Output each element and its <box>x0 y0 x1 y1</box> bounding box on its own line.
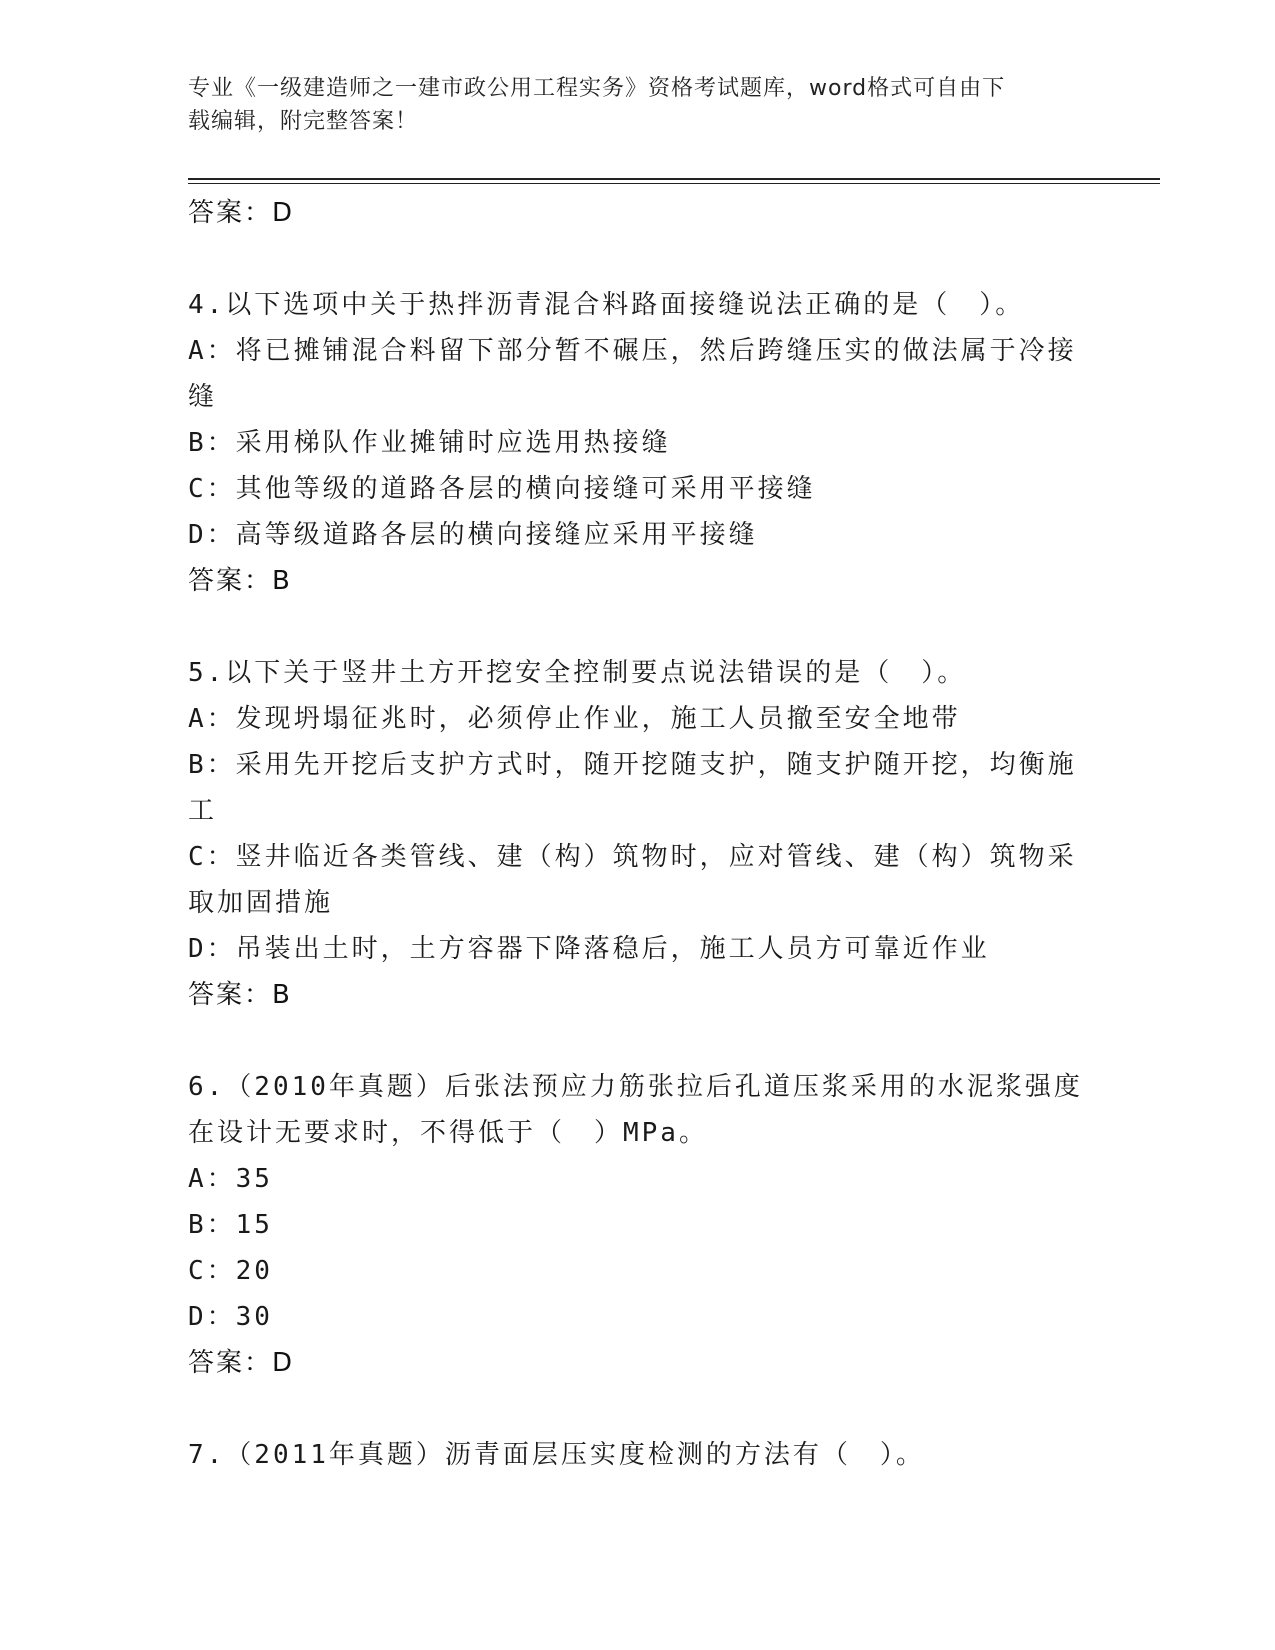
question-5-option-b-line-1: B：采用先开挖后支护方式时，随开挖随支护，随支护随开挖，均衡施 <box>188 750 1077 780</box>
question-5-option-c-line-2: 取加固措施 <box>188 888 334 918</box>
question-4-option-d: D：高等级道路各层的横向接缝应采用平接缝 <box>188 520 758 550</box>
answer-previous: 答案：D <box>188 198 295 228</box>
question-6-option-d: D：30 <box>188 1302 273 1332</box>
question-4-stem: 4.以下选项中关于热拌沥青混合料路面接缝说法正确的是（ ）。 <box>188 290 1025 320</box>
question-6-option-c: C：20 <box>188 1256 273 1286</box>
question-5 <box>188 650 1088 1018</box>
question-4-option-a-line-1: A：将已摊铺混合料留下部分暂不碾压，然后跨缝压实的做法属于冷接 <box>188 336 1077 366</box>
question-7-stem: 7.（2011年真题）沥青面层压实度检测的方法有（ ）。 <box>188 1440 925 1470</box>
header-line-2: 载编辑，附完整答案！ <box>188 109 419 134</box>
question-6 <box>188 1064 1088 1386</box>
question-5-option-a: A：发现坍塌征兆时，必须停止作业，施工人员撤至安全地带 <box>188 704 961 734</box>
question-5-stem: 5.以下关于竖井土方开挖安全控制要点说法错误的是（ ）。 <box>188 658 967 688</box>
question-5-option-d: D：吊装出土时，土方容器下降落稳后，施工人员方可靠近作业 <box>188 934 990 964</box>
question-5-option-b-line-2: 工 <box>188 796 218 826</box>
question-4-option-a-line-2: 缝 <box>188 382 218 412</box>
header-divider-thin <box>188 183 1160 184</box>
question-4 <box>188 282 1088 604</box>
question-5-answer: 答案：B <box>188 980 292 1010</box>
document-header <box>188 72 1068 138</box>
question-6-option-b: B：15 <box>188 1210 273 1240</box>
header-line-1: 专业《一级建造师之一建市政公用工程实务》资格考试题库，word格式可自由下 <box>188 76 1006 101</box>
question-6-stem-line-1: 6.（2010年真题）后张法预应力筋张拉后孔道压浆采用的水泥浆强度 <box>188 1072 1083 1102</box>
question-4-option-c: C：其他等级的道路各层的横向接缝可采用平接缝 <box>188 474 816 504</box>
question-5-option-c-line-1: C：竖井临近各类管线、建（构）筑物时，应对管线、建（构）筑物采 <box>188 842 1077 872</box>
header-divider-thick <box>188 178 1160 180</box>
question-content <box>188 190 1088 1478</box>
question-6-option-a: A：35 <box>188 1164 273 1194</box>
question-6-answer: 答案：D <box>188 1348 295 1378</box>
question-4-option-b: B：采用梯队作业摊铺时应选用热接缝 <box>188 428 671 458</box>
question-4-answer: 答案：B <box>188 566 292 596</box>
question-7 <box>188 1432 1088 1478</box>
question-6-stem-line-2: 在设计无要求时，不得低于（ ）MPa。 <box>188 1118 708 1148</box>
